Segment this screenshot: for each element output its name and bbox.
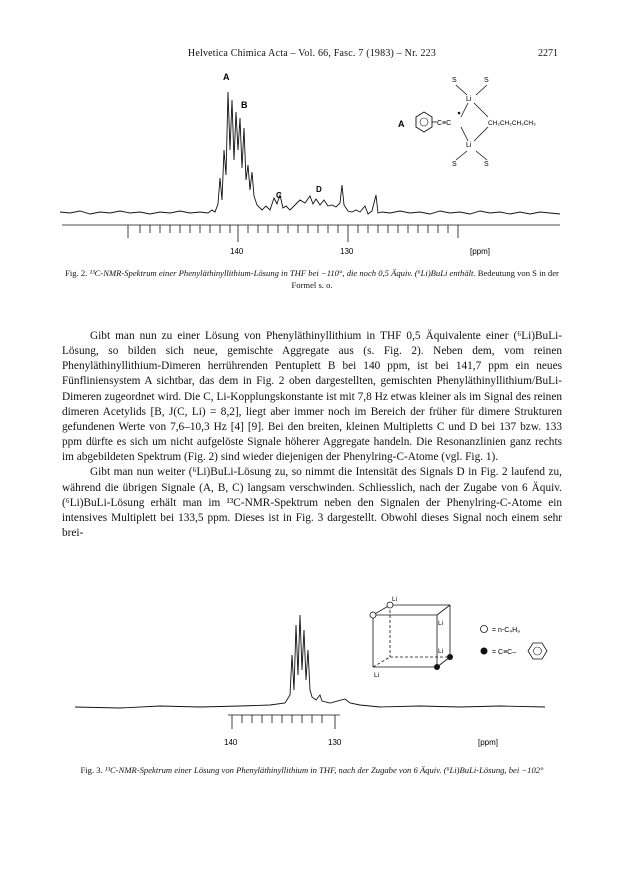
figure-2-caption: [62, 268, 562, 291]
journal-title: Helvetica Chimica Acta – Vol. 66, Fasc. 7 (1983) – Nr. 223: [187, 48, 437, 59]
axis-unit: [ppm]: [470, 247, 491, 256]
nmr-spectrum-trace: [60, 92, 560, 214]
cube-structure: [373, 605, 450, 667]
tick-label-140-fig3: 140: [224, 738, 238, 747]
li-top: Li: [466, 96, 472, 103]
cube-li-1: Li: [392, 596, 398, 603]
caption-3-italic: ¹³C-NMR-Spektrum einer Lösung von Phenyläthinyllithium in THF, nach der Zugabe von 6 Äquiv. (⁶Li)BuLi-Lösung, bei −102°: [104, 765, 544, 775]
li-bottom: Li: [466, 142, 472, 149]
peak-label-b: B: [241, 100, 248, 110]
peak-label-d: D: [316, 185, 322, 194]
page-number: 2271: [538, 48, 558, 59]
s-bottom-left: S: [452, 161, 457, 168]
s-top-left: S: [452, 77, 457, 84]
figure-3: [0, 595, 624, 765]
alkyne-bond: C≡C: [437, 120, 452, 127]
cube-open-atom: [370, 612, 376, 618]
cube-filled-atom: [447, 654, 453, 660]
butyl-chain: CH₂CH₂CH₂CH₃: [488, 120, 536, 127]
legend-phenyl-ring: [528, 643, 547, 659]
s-bottom-right: S: [484, 161, 489, 168]
axis-ticks: [128, 225, 458, 242]
legend-filled-text: = C≡C–: [492, 649, 517, 656]
caption-3-prefix: Fig. 3.: [80, 765, 103, 775]
mixed-dimer-structure: [398, 77, 536, 168]
body-text: [62, 329, 562, 541]
axis-ticks-3: [232, 715, 335, 729]
figure-2: [0, 0, 624, 270]
c-dot: [458, 112, 461, 115]
caption-2-italic: ¹³C-NMR-Spektrum einer Phenyläthinyllithium-Lösung in THF bei −110°, die noch 0,5 Äquiv. (⁶Li)BuLi enthält.: [89, 268, 476, 278]
nmr-spectrum-trace-3: [75, 615, 545, 708]
axis-unit-fig3: [ppm]: [478, 738, 499, 747]
figure-3-caption: [62, 765, 562, 777]
cube-li-4: Li: [374, 672, 380, 679]
paragraph-2: Gibt man nun weiter (⁶Li)BuLi-Lösung zu, so nimmt die Intensität des Signals D in Fig. 2 laufend zu, während die übrigen Signale (A, B, C) langsam verschwinden. Schliesslich, nach der Zugabe von 6 Äquiv. (⁶Li)BuLi-Lösung erhält man im ¹³C-NMR-Spektrum neben den Signalen der Phenylring-C-Atome ein intensives Multiplett bei 133,5 ppm. Dieses ist in Fig. 3 dargestellt. Obwohl dieses Signal noch einem sehr brei-: [62, 466, 562, 540]
peak-label-c: C: [276, 191, 282, 200]
cube-filled-atom: [434, 664, 440, 670]
caption-2-prefix: Fig. 2.: [65, 268, 88, 278]
peak-label-a: A: [223, 72, 230, 82]
caption-2-rest: Bedeutung von S in der Formel s. o.: [291, 268, 559, 290]
tick-label-130: 130: [340, 247, 354, 256]
tick-label-130-fig3: 130: [328, 738, 342, 747]
cube-li-2: Li: [438, 620, 444, 627]
cube-li-3: Li: [438, 648, 444, 655]
paragraph-1: Gibt man nun zu einer Lösung von Phenyläthinyllithium in THF 0,5 Äquivalente einer (⁶Li)BuLi-Lösung, so bilden sich neue, gemischte Aggregate aus (s. Fig. 2). Neben dem, vom reinen Phenyläthinyllithium-Dimeren herrührenden Pentuplett B bei 140 ppm, ist bei 141,7 ppm ein neues Fünfliniensystem A sichtbar, das dem in Fig. 2 oben dargestellten, gemischten Phenyläthinyllithium/BuLi-Dimeren zugeordnet wird. Die C, Li-Kopplungskonstante ist mit 7,8 Hz etwas kleiner als im Signal des reinen dimeren Acetylids [B, J(C, Li) = 8,2], liegt aber immer noch im Bereich der früher für dimere Strukturen gefundenen Werte von 7,6–10,3 Hz [4] [9]. Bei den breiten, kleinen Multipletts C und D bei 137 bzw. 133 ppm dürfte es sich um nicht aufgelöste Signale höherer Aggregate handeln. Die Resonanzlinien ganz rechts im abgebildeten Spektrum (Fig. 2) sind wieder diejenigen der Phenylring-C-Atome (vgl. Fig. 1).: [62, 330, 562, 464]
structure-label: A: [398, 119, 405, 129]
legend-open-circle: [481, 626, 488, 633]
phenyl-ring: [416, 112, 432, 132]
s-top-right: S: [484, 77, 489, 84]
tick-label-140: 140: [230, 247, 244, 256]
legend-open-text: = n-C₄H₉: [492, 627, 520, 634]
legend-filled-circle: [481, 648, 488, 655]
